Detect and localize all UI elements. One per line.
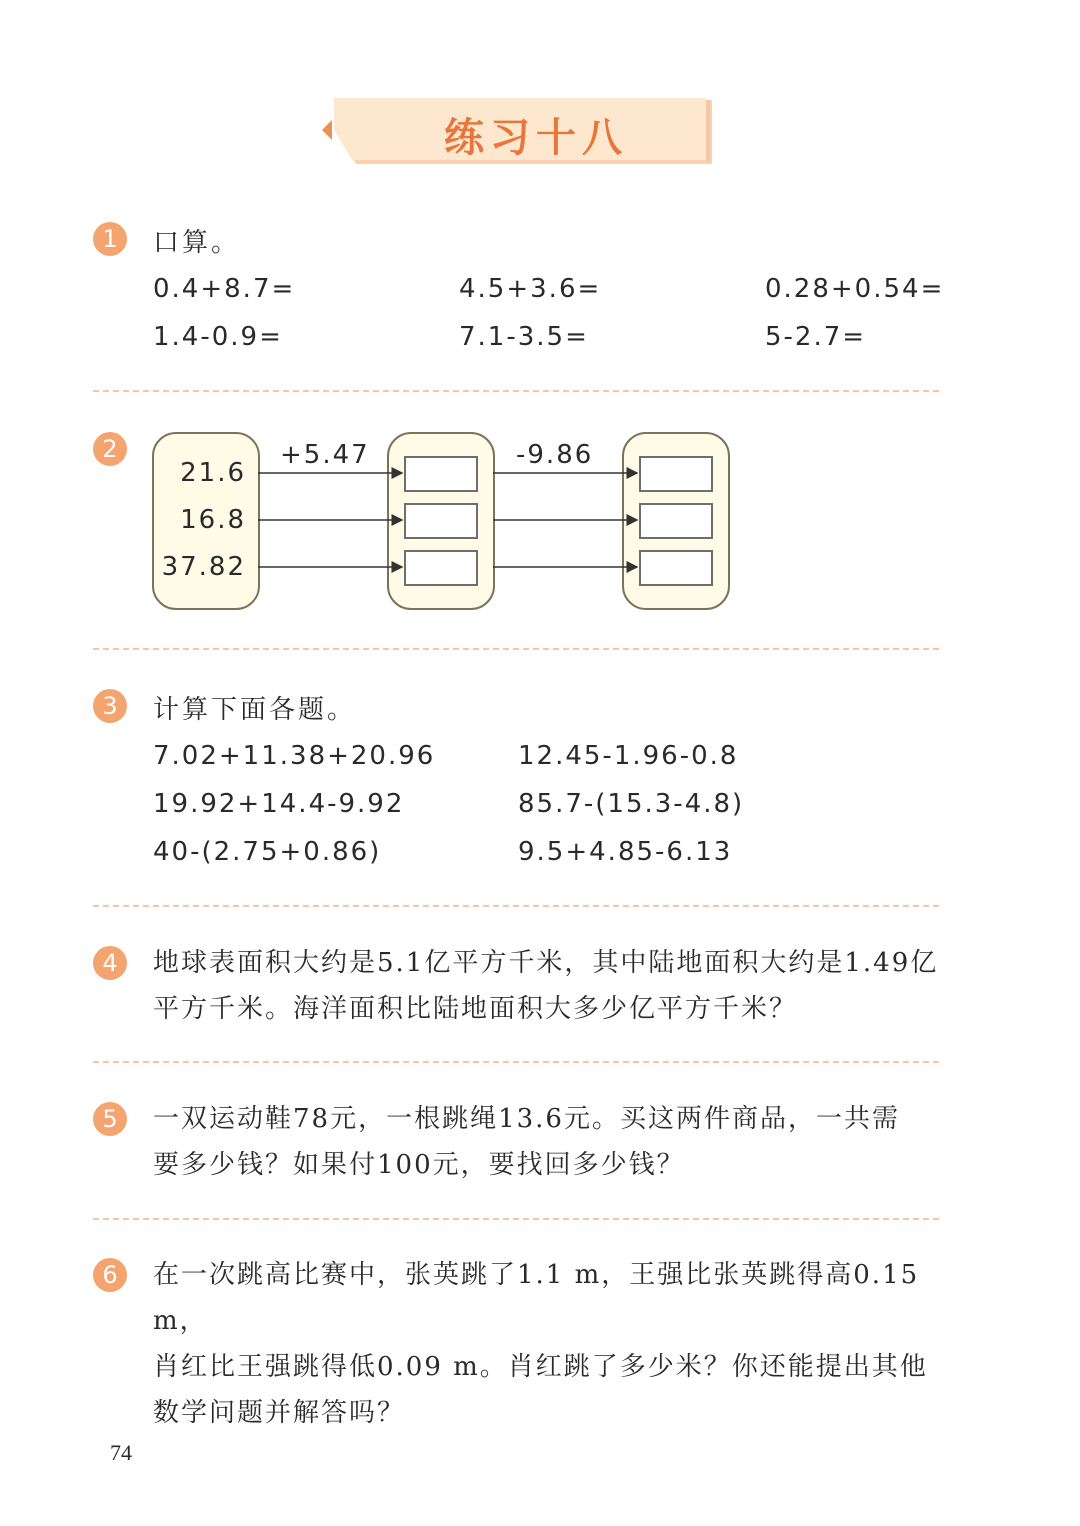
q3-expr: 7.02+11.38+20.96 (153, 741, 436, 771)
q3-prompt: 计算下面各题。 (153, 695, 357, 725)
input-number: 37.82 (161, 552, 246, 582)
section-divider (93, 1061, 939, 1063)
operation-label-add: +5.47 (280, 440, 370, 470)
q6-line: 在一次跳高比赛中，张英跳了1.1 m，王强比张英跳得高0.15 m， (153, 1260, 920, 1336)
operation-label-subtract: -9.86 (516, 440, 594, 470)
q1-expr: 4.5+3.6= (459, 274, 602, 304)
calculation-flow-diagram (152, 430, 732, 612)
q6-text (153, 1252, 943, 1436)
q3-expr: 19.92+14.4-9.92 (153, 789, 405, 819)
page-title: 练习十八 (444, 114, 628, 161)
input-number: 21.6 (180, 458, 246, 488)
title-banner (316, 98, 716, 168)
q3-expr: 85.7-(15.3-4.8) (518, 789, 745, 819)
q1-expr: 0.4+8.7= (153, 274, 296, 304)
q5-line: 一双运动鞋78元，一根跳绳13.6元。买这两件商品，一共需 (153, 1104, 900, 1134)
question-number-1: 1 (93, 222, 127, 256)
q1-expr: 0.28+0.54= (765, 274, 945, 304)
page-number: 74 (110, 1440, 132, 1465)
section-divider (93, 648, 939, 650)
input-number: 16.8 (180, 505, 246, 535)
answer-box[interactable] (404, 550, 478, 586)
section-divider (93, 905, 939, 907)
answer-box[interactable] (639, 456, 713, 492)
answer-box[interactable] (404, 503, 478, 539)
q6-line: 肖红比王强跳得低0.09 m。肖红跳了多少米？你还能提出其他 (153, 1352, 928, 1382)
question-number-5: 5 (93, 1102, 127, 1136)
q4-line: 地球表面积大约是5.1亿平方千米，其中陆地面积大约是1.49亿 (153, 948, 939, 978)
section-divider (93, 1218, 939, 1220)
q4-text (153, 940, 943, 1032)
q1-expr: 7.1-3.5= (459, 322, 589, 352)
q4-line: 平方千米。海洋面积比陆地面积大多少亿平方千米？ (153, 994, 798, 1024)
answer-box[interactable] (639, 550, 713, 586)
q6-line: 数学问题并解答吗？ (153, 1398, 406, 1428)
section-divider (93, 390, 939, 392)
q3-expr: 9.5+4.85-6.13 (518, 837, 733, 867)
q3-expr: 12.45-1.96-0.8 (518, 741, 739, 771)
question-number-6: 6 (93, 1258, 127, 1292)
q1-expr: 1.4-0.9= (153, 322, 283, 352)
q5-text (153, 1096, 943, 1188)
question-number-4: 4 (93, 946, 127, 980)
question-number-3: 3 (93, 689, 127, 723)
answer-box[interactable] (639, 503, 713, 539)
answer-box[interactable] (404, 456, 478, 492)
q1-prompt: 口算。 (153, 228, 241, 258)
q1-expr: 5-2.7= (765, 322, 867, 352)
q5-line: 要多少钱？如果付100元，要找回多少钱？ (153, 1150, 685, 1180)
question-number-2: 2 (93, 432, 127, 466)
q3-expr: 40-(2.75+0.86) (153, 837, 382, 867)
